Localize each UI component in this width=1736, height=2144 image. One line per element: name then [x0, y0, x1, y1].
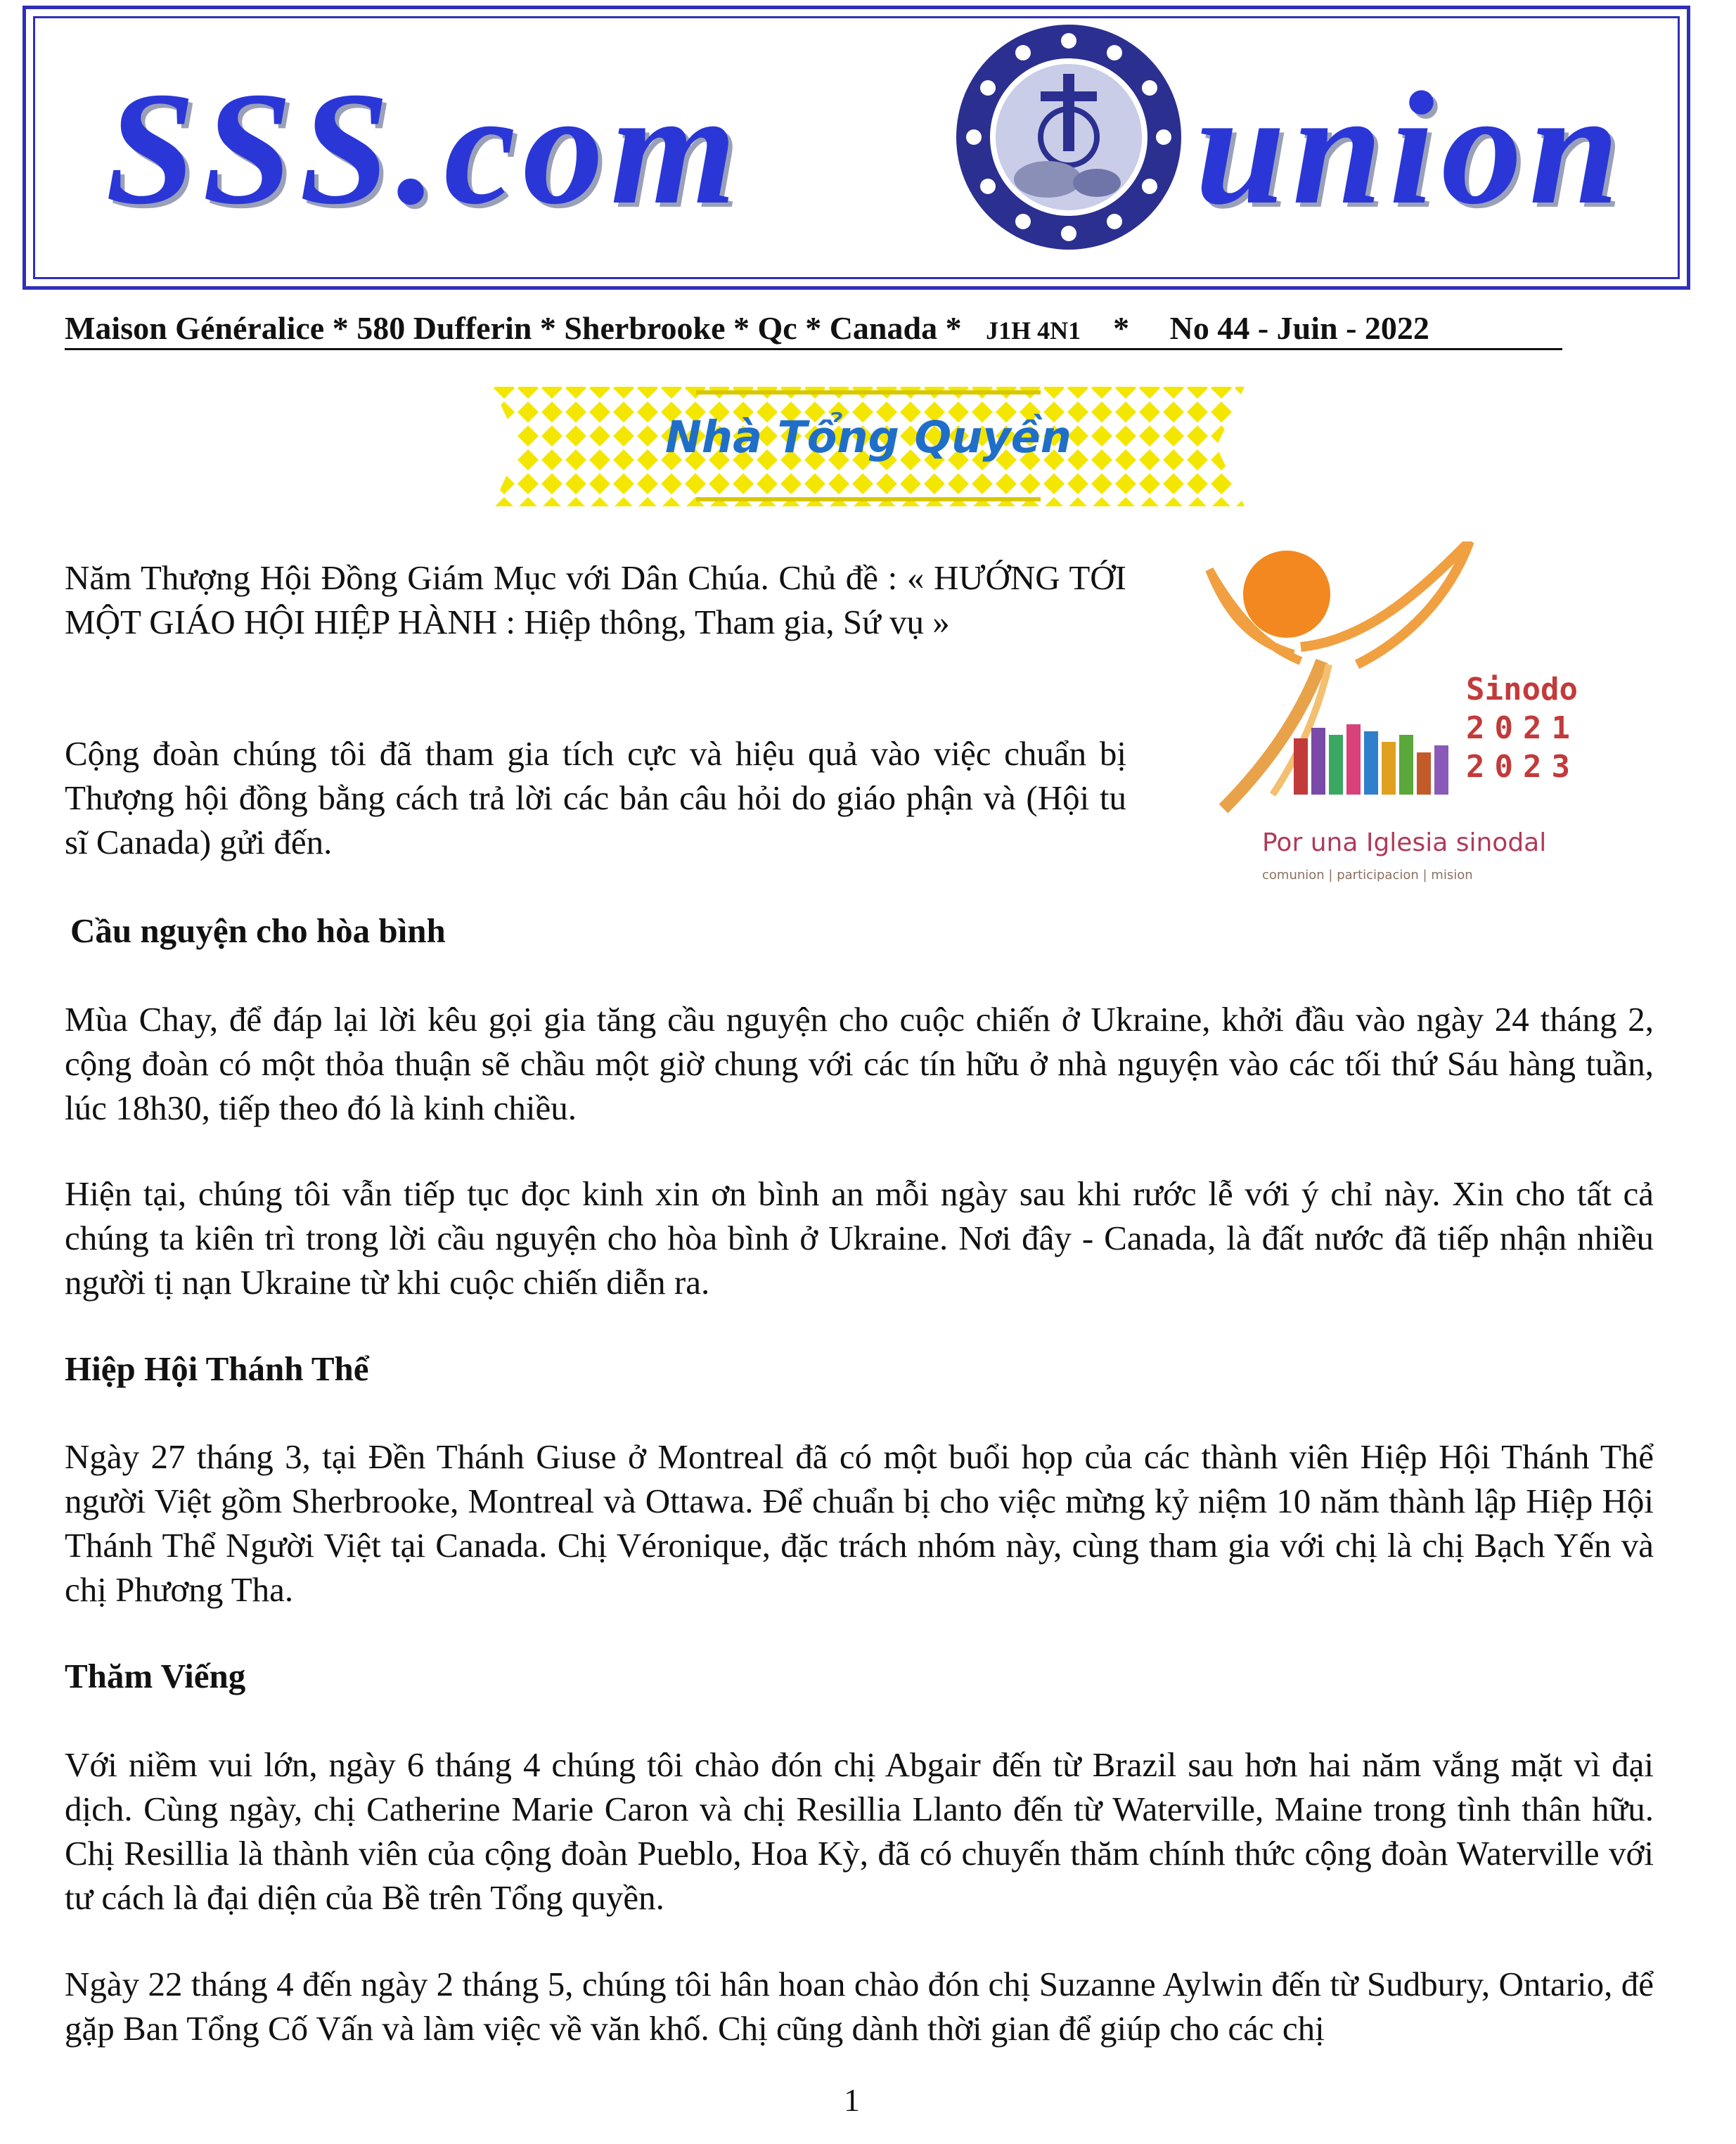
address-text: Maison Généralice * 580 Dufferin * Sherbrooke * Qc * Canada *	[65, 310, 962, 346]
visit-paragraph-2: Ngày 22 tháng 4 đến ngày 2 tháng 5, chúng tôi hân hoan chào đón chị Suzanne Aylwin đến từ Sudbury, Ontario, để gặp Ban Tổng Cố Vấn và làm việc về văn khố. Chị cũng dành thời gian để giúp cho các chị	[65, 1965, 1654, 2048]
community-paragraph: Cộng đoàn chúng tôi đã tham gia tích cực và hiệu quả vào việc chuẩn bị Thượng hội đồng bằng cách trả lời các bản câu hỏi do giáo phận và (Hội tu sĩ Canada) gửi đến.	[65, 734, 1126, 861]
intro-paragraph: Năm Thượng Hội Đồng Giám Mục với Dân Chúa. Chủ đề : « HƯỚNG TỚI MỘT GIÁO HỘI HIỆP HÀNH : Hiệp thông, Tham gia, Sứ vụ »	[65, 558, 1126, 641]
visit-paragraph-1: Với niềm vui lớn, ngày 6 tháng 4 chúng tôi chào đón chị Abgair đến từ Brazil sau hơn hai năm vắng mặt vì đại dịch. Cùng ngày, chị Catherine Marie Caron và chị Resillia Llanto đến từ Waterville, Maine trong tình thân hữu. Chị Resillia là thành viên của cộng đoàn Pueblo, Hoa Kỳ, đã có chuyến thăm chính thức cộng đoàn Waterville với tư cách là đại diện của Bề trên Tổng quyền.	[65, 1745, 1654, 1917]
peace-paragraph-2: Hiện tại, chúng tôi vẫn tiếp tục đọc kinh xin ơn bình an mỗi ngày sau khi rước lễ với ý chỉ này. Xin cho tất cả chúng ta kiên trì trong lời cầu nguyện cho hòa bình ở Ukraine. Nơi đây - Canada, là đất nước đã tiếp nhận nhiều người tị nạn Ukraine từ khi cuộc chiến diễn ra.	[65, 1174, 1654, 1302]
logo-line1: Sinodo	[1466, 672, 1578, 707]
visit-heading: Thăm Viếng	[65, 1657, 246, 1695]
logo-subtagline: comunion | participacion | mision	[1262, 868, 1473, 882]
postal-code: J1H 4N1	[986, 316, 1081, 345]
logo-line3: 2023	[1466, 749, 1580, 785]
logo-tagline: Por una Iglesia sinodal	[1262, 828, 1547, 857]
issue-separator: *	[1113, 310, 1130, 346]
issue-number: No 44 - Juin - 2022	[1169, 310, 1429, 346]
congregation-emblem-icon	[953, 21, 1185, 253]
page-number: 1	[844, 2082, 860, 2118]
newsletter-title-left: SSS.com	[105, 58, 744, 238]
peace-paragraph-1: Mùa Chay, để đáp lại lời kêu gọi gia tăng cầu nguyện cho cuộc chiến ở Ukraine, khởi đầu vào ngày 24 tháng 2, cộng đoàn có một thỏa thuận sẽ chầu một giờ chung với các tín hữu ở nhà nguyện vào các tối thứ Sáu hàng tuần, lúc 18h30, tiếp theo đó là kinh chiều.	[65, 1000, 1654, 1127]
address-line	[65, 309, 1562, 350]
association-paragraph: Ngày 27 tháng 3, tại Đền Thánh Giuse ở Montreal đã có một buổi họp của các thành viên Hiệp Hội Thánh Thể người Việt gồm Sherbrooke, Montreal và Ottawa. Để chuẩn bị cho việc mừng kỷ niệm 10 năm thành lập Hiệp Hội Thánh Thể Người Việt tại Canada. Chị Véronique, đặc trách nhóm này, cùng tham gia với chị là chị Bạch Yến và chị Phương Tha.	[65, 1437, 1654, 1609]
association-heading: Hiệp Hội Thánh Thể	[65, 1349, 369, 1388]
newsletter-title-right: union	[1195, 58, 1626, 238]
peace-heading: Cầu nguyện cho hòa bình	[70, 911, 446, 950]
logo-line2: 2021	[1466, 710, 1580, 746]
synod-logo	[1195, 541, 1617, 893]
section-title: Nhà Tổng Quyền	[665, 411, 1072, 463]
